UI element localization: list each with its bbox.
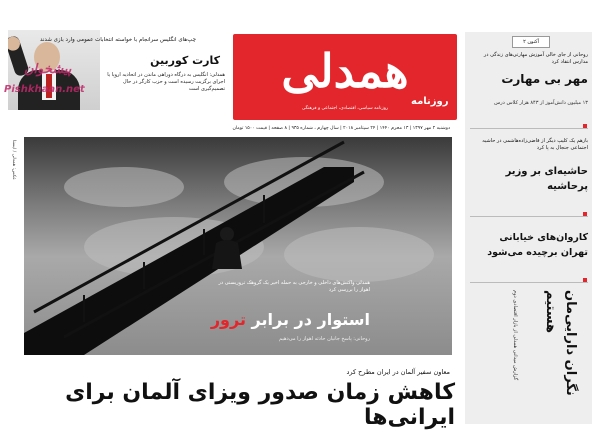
divider — [470, 128, 588, 129]
watermark-site: Pishkhaan.net — [4, 84, 85, 95]
masthead — [233, 34, 457, 120]
column-badge: ۲ آکنون — [512, 36, 550, 48]
divider — [470, 216, 588, 217]
masthead-tagline: روزنامه سیاسی، اقتصادی، اجتماعی و فرهنگی — [301, 106, 389, 111]
photo-credit: عکس: همدلی / ایسنا — [11, 140, 16, 180]
item4-title[interactable]: نگران دارایی‌مان هستیم — [543, 290, 578, 396]
bottom-kicker: معاون سفیر آلمان در ایران مطرح کرد — [346, 368, 450, 376]
main-headline-part1: استوار در برابر — [251, 310, 370, 329]
newspaper-logo-prefix: روزنامه — [411, 96, 449, 107]
top-left-heading: چپ‌های انگلیس سرانجام با خواسته انتخابات عمومی وارد بازی شدند — [39, 37, 196, 43]
item3-title[interactable]: کاروان‌های خیابانی تهران برچیده می‌شود — [487, 232, 588, 258]
item2-lead: بازهم یک کلیپ دیگر از قاضی‌زاده‌هاشمی در حاشیه اجتماعی جنجال به پا کرد — [482, 138, 588, 151]
main-headline-part2: ترور — [210, 310, 246, 329]
divider — [470, 282, 588, 283]
bottom-headline[interactable]: کاهش زمان صدور ویزای آلمان برای ایرانی‌ها — [65, 380, 455, 430]
cleric-body — [212, 240, 242, 269]
watermark-logo: پیشخوان — [24, 62, 72, 77]
main-caption: روحانی: پاسخ جانیان حادثه اهواز را می‌دهیم — [279, 336, 370, 342]
item2-title[interactable]: حاشیه‌ای بر وزیر پرحاشیه — [505, 166, 588, 192]
main-headline[interactable] — [160, 310, 370, 329]
date-issue-bar: دوشنبه ۲ مهر ۱۳۹۷ | ۱۳ محرم ۱۴۴۰ | ۲۴ سپتامبر ۲۰۱۸ | سال چهارم ، شماره ۹۳۵ | ۸ صفحه | قیمت ۱۵۰۰ تومان — [232, 126, 450, 131]
main-kicker: همدلی واکنش‌های داخلی و خارجی به حمله اخیر یک گروهک تروریستی در اهواز را بررسی کرد — [218, 280, 370, 293]
item1-title[interactable]: مهر بی مهارت — [501, 72, 588, 86]
item4-lead: گزارش میدانی همدلی از بازار اقتصادی دوم — [512, 290, 518, 381]
top-left-subtitle: همدلی: انگلیس به درگاه دوراهی ماندن در اتحادیه اروپا یا اجرای برگزیت رسیده است و حزب کارگر در حال تصمیم‌گیری است — [107, 72, 225, 92]
item1-note: ۱۳ میلیون دانش‌آموز از ۸۴۳ هزار کلاس درس — [494, 100, 588, 106]
cleric-head — [220, 227, 234, 241]
top-left-title[interactable]: کارت کوربین — [150, 54, 220, 67]
newspaper-logo: همدلی — [281, 44, 409, 98]
item1-lead: روحانی از جای خالی آموزش مهارتی‌های زندگی در مدارس انتقاد کرد — [483, 52, 588, 65]
